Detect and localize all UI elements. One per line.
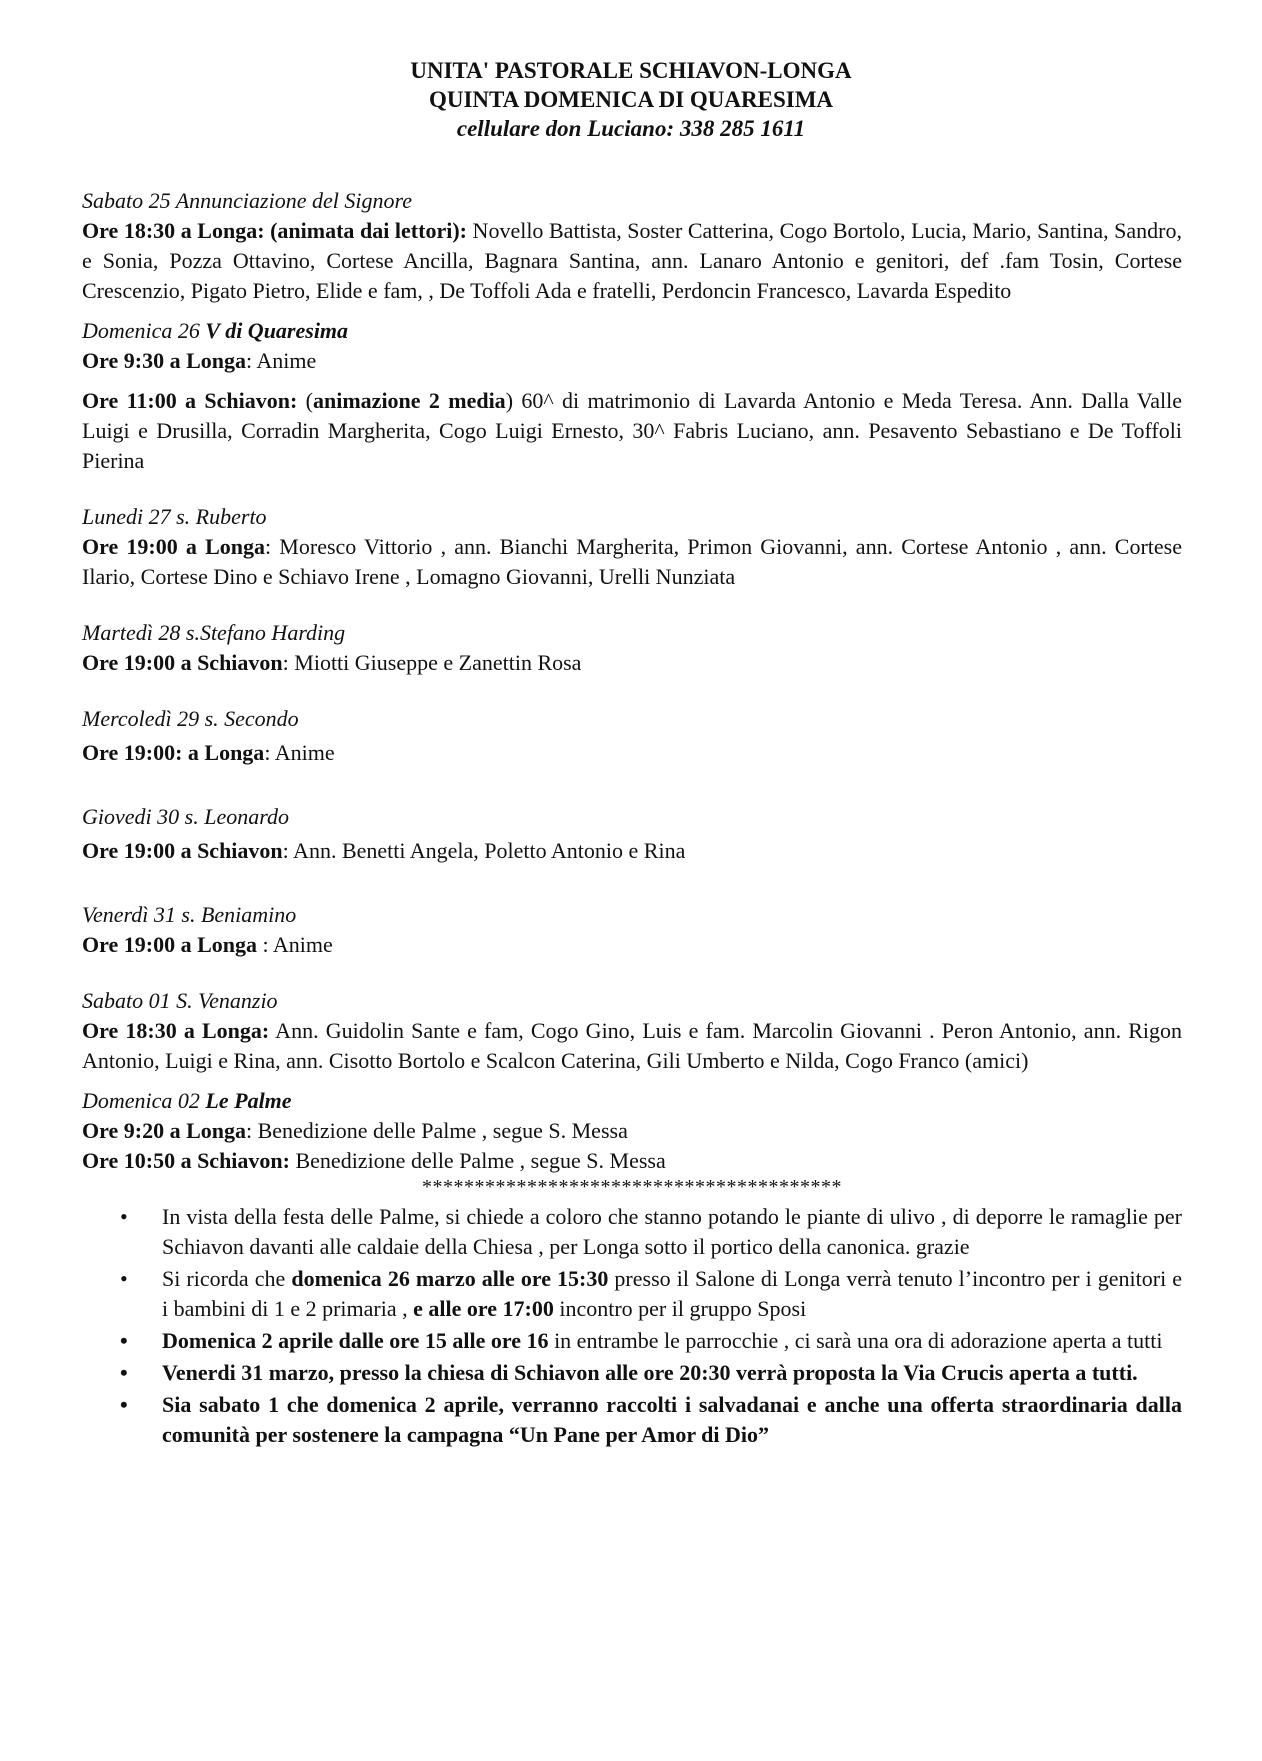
mass-time-place: Ore 19:00 a Schiavon bbox=[82, 838, 283, 863]
mass-time-place: Ore 18:30 a Longa: (animata dai lettori): bbox=[82, 218, 467, 243]
notice-text-part: presso il Salone di Longa verrà tenuto l’incontro per i genitori e i bambini di 1 e 2 primaria , bbox=[162, 1266, 1183, 1321]
day-block-sat25 bbox=[82, 186, 1182, 306]
mass-time-place: Ore 18:30 a Longa: bbox=[82, 1018, 270, 1043]
mass-intentions: Novello Battista, Soster Catterina, Cogo Bortolo, Lucia, Mario, Santina, Sandro, e Sonia, Pozza Ottavino, Cortese Ancilla, Bagnara Santina, ann. Lanaro Antonio e genitori, def .fam Tosin, Cortese Crescenzio, Pigato Pietro, Elide e fam, , De Toffoli Ada e fratelli, Perdoncin Francesco, Lavarda Espedito bbox=[82, 218, 1182, 303]
day-heading bbox=[82, 1086, 1182, 1116]
mass-entry bbox=[82, 532, 1182, 592]
bullet-icon: • bbox=[120, 1360, 128, 1385]
notice-item bbox=[82, 1326, 1182, 1356]
day-heading bbox=[82, 316, 1182, 346]
asterisk-separator: **************************************** bbox=[422, 1176, 842, 1198]
mass-intentions: Ann. Guidolin Sante e fam, Cogo Gino, Luis e fam. Marcolin Giovanni . Peron Antonio, ann. Rigon Antonio, Luigi e Rina, ann. Cisotto Bortolo e Scalcon Caterina, Gili Umberto e Nilda, Cogo Franco (amici) bbox=[82, 1018, 1182, 1073]
mass-intentions: Benedizione delle Palme , segue S. Messa bbox=[289, 1148, 666, 1173]
day-heading-date: Domenica 02 bbox=[82, 1088, 206, 1113]
mass-intentions: : Miotti Giuseppe e Zanettin Rosa bbox=[282, 650, 582, 675]
day-block-fri31 bbox=[82, 900, 1182, 960]
mass-time-place: Ore 19:00: a Longa bbox=[82, 740, 265, 765]
mass-entry bbox=[82, 648, 1182, 678]
notice-item bbox=[82, 1264, 1182, 1324]
mass-intentions: : Benedizione delle Palme , segue S. Messa bbox=[245, 1118, 628, 1143]
phone-line: cellulare don Luciano: 338 285 1611 bbox=[456, 116, 806, 141]
bullet-icon: • bbox=[120, 1204, 128, 1229]
mass-time-place: Ore 9:20 a Longa bbox=[82, 1118, 246, 1143]
notice-item bbox=[82, 1358, 1182, 1388]
day-heading: Sabato 01 S. Venanzio bbox=[82, 988, 278, 1013]
mass-time-place: Ore 19:00 a Longa bbox=[82, 534, 266, 559]
bullet-icon: • bbox=[120, 1392, 128, 1417]
feast-name: Le Palme bbox=[205, 1088, 292, 1113]
day-block-sun26 bbox=[82, 316, 1182, 476]
notice-text-bold: e alle ore 17:00 bbox=[413, 1296, 554, 1321]
mass-time-place: Ore 19:00 a Longa bbox=[82, 932, 257, 957]
notice-text bbox=[162, 1328, 1162, 1353]
notice-text: In vista della festa delle Palme, si chiede a coloro che stanno potando le piante di ulivo , di deporre le ramaglie per Schiavon davanti alle caldaie della Chiesa , per Longa sotto il portico della canonica. grazie bbox=[162, 1204, 1182, 1259]
mass-entry bbox=[82, 1016, 1182, 1076]
mass-entry bbox=[82, 930, 1182, 960]
paren-open: ( bbox=[297, 388, 313, 413]
mass-intentions: : Anime bbox=[245, 348, 317, 373]
mass-entry bbox=[82, 386, 1182, 476]
notice-item bbox=[82, 1390, 1182, 1450]
bulletin-content bbox=[82, 186, 1182, 1452]
notice-text: Sia sabato 1 che domenica 2 aprile, verranno raccolti i salvadanai e anche una offerta straordinaria dalla comunità per sostenere la campagna “Un Pane per Amor di Dio” bbox=[162, 1392, 1182, 1447]
day-block-tue28 bbox=[82, 618, 1182, 678]
mass-intentions: : Anime bbox=[264, 740, 335, 765]
mass-time-place: Ore 9:30 a Longa bbox=[82, 348, 246, 373]
mass-entry bbox=[82, 216, 1182, 306]
mass-entry bbox=[82, 738, 1182, 768]
mass-intentions: ) 60^ di matrimonio di Lavarda Antonio e Meda Teresa. Ann. Dalla Valle Luigi e Drusilla, Corradin Margherita, Cogo Luigi Ernesto, 30^ Fabris Luciano, ann. Pesavento Sebastiano e De Toffoli Pierina bbox=[82, 388, 1183, 473]
parish-title: UNITA' PASTORALE SCHIAVON-LONGA bbox=[410, 58, 852, 83]
mass-entry bbox=[82, 1146, 1182, 1176]
day-heading: Lunedi 27 s. Ruberto bbox=[82, 504, 267, 529]
mass-entry bbox=[82, 836, 1182, 866]
day-block-wed29 bbox=[82, 704, 1182, 768]
mass-time-place: Ore 11:00 a Schiavon: bbox=[82, 388, 298, 413]
notice-text-bold: Domenica 2 aprile dalle ore 15 alle ore 16 bbox=[162, 1328, 549, 1353]
notice-text-part: incontro per il gruppo Sposi bbox=[553, 1296, 807, 1321]
notice-text-part: in entrambe le parrocchie , ci sarà una ora di adorazione aperta a tutti bbox=[548, 1328, 1163, 1353]
notices-list bbox=[82, 1202, 1182, 1450]
notice-text-part: Si ricorda che bbox=[162, 1266, 292, 1291]
day-block-sun02 bbox=[82, 1086, 1182, 1176]
mass-animation: animazione 2 media bbox=[313, 388, 506, 413]
bullet-icon: • bbox=[120, 1266, 128, 1291]
day-heading: Martedì 28 s.Stefano Harding bbox=[82, 620, 346, 645]
bullet-icon: • bbox=[120, 1328, 128, 1353]
mass-intentions: : Anime bbox=[256, 932, 333, 957]
feast-name: V di Quaresima bbox=[205, 318, 349, 343]
sunday-title: QUINTA DOMENICA DI QUARESIMA bbox=[428, 87, 834, 112]
mass-entry bbox=[82, 1116, 1182, 1146]
day-heading: Venerdì 31 s. Beniamino bbox=[82, 902, 297, 927]
mass-intentions: : Moresco Vittorio , ann. Bianchi Margherita, Primon Giovanni, ann. Cortese Antonio , ann. Cortese Ilario, Cortese Dino e Schiavo Irene , Lomagno Giovanni, Urelli Nunziata bbox=[82, 534, 1183, 589]
notice-text-bold: domenica 26 marzo alle ore 15:30 bbox=[291, 1266, 609, 1291]
day-block-mon27 bbox=[82, 502, 1182, 592]
mass-entry bbox=[82, 346, 1182, 376]
mass-time-place: Ore 19:00 a Schiavon bbox=[82, 650, 283, 675]
notice-text: Venerdi 31 marzo, presso la chiesa di Schiavon alle ore 20:30 verrà proposta la Via Crucis aperta a tutti. bbox=[162, 1360, 1138, 1385]
notice-item bbox=[82, 1202, 1182, 1262]
day-heading: Mercoledì 29 s. Secondo bbox=[82, 706, 299, 731]
day-heading-date: Domenica 26 bbox=[82, 318, 206, 343]
bulletin-header bbox=[0, 56, 1262, 143]
day-block-thu30 bbox=[82, 802, 1182, 866]
notice-text bbox=[162, 1266, 1182, 1321]
day-heading: Sabato 25 Annunciazione del Signore bbox=[82, 188, 412, 213]
mass-time-place: Ore 10:50 a Schiavon: bbox=[82, 1148, 290, 1173]
mass-intentions: : Ann. Benetti Angela, Poletto Antonio e Rina bbox=[282, 838, 686, 863]
day-block-sat01 bbox=[82, 986, 1182, 1076]
day-heading: Giovedi 30 s. Leonardo bbox=[82, 804, 289, 829]
